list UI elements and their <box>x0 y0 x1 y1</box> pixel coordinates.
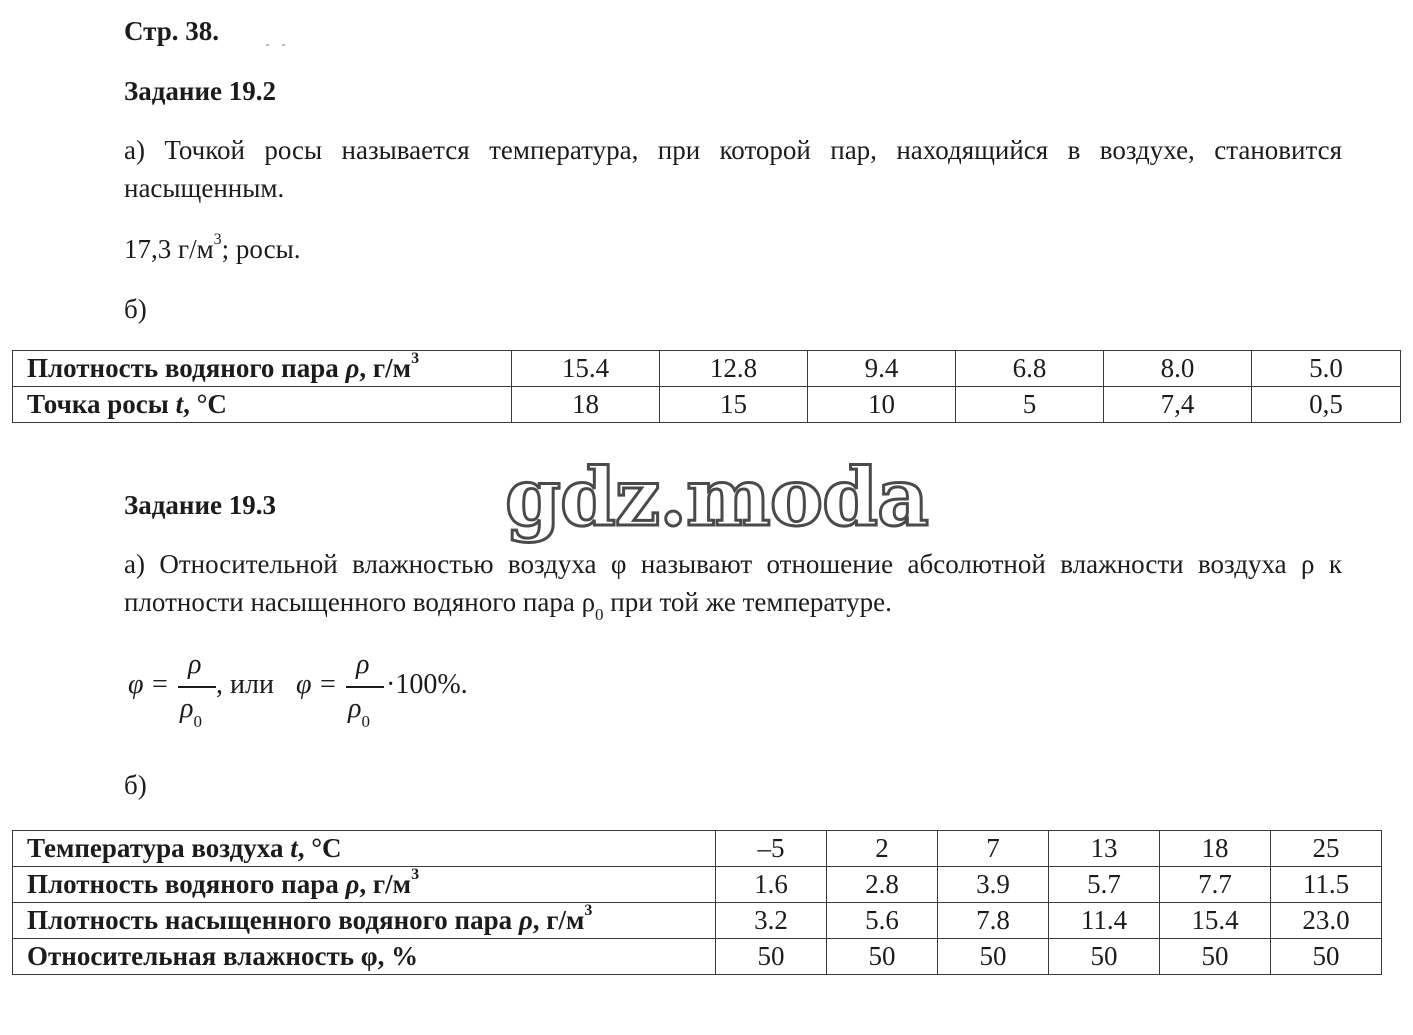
table-cell: 7 <box>938 831 1049 867</box>
row-label-density: Плотность водяного пара ρ, $г/м^3$ <box>13 351 512 387</box>
table-cell: 9.4 <box>808 351 956 387</box>
table-cell: 11.4 <box>1049 903 1160 939</box>
row-label-saturated-density: Плотность насыщенного водяного пара ρ, $г/м^3$ <box>13 903 716 939</box>
row-label-dew-point: Точка росы t, °С <box>13 387 512 423</box>
table-cell: 15 <box>660 387 808 423</box>
table-cell: 15.4 <box>1160 903 1271 939</box>
table-cell: –5 <box>716 831 827 867</box>
table-cell: 25 <box>1271 831 1382 867</box>
page-label: Стр. 38. <box>124 16 220 46</box>
watermark-logo: gdz.moda <box>505 450 928 544</box>
row-label-density: Плотность водяного пара ρ, $г/м^3$ <box>13 867 716 903</box>
table-cell: 50 <box>1271 939 1382 975</box>
formula-phi-2: φ <box>296 669 312 700</box>
table-cell: 5.6 <box>827 903 938 939</box>
table-cell: 7.8 <box>938 903 1049 939</box>
table-cell: 50 <box>1160 939 1271 975</box>
formula-equals-2: = <box>320 669 336 700</box>
table-cell: 18 <box>512 387 660 423</box>
table-cell: 18 <box>1160 831 1271 867</box>
table-cell: 8.0 <box>1104 351 1252 387</box>
humidity-table <box>12 830 1382 975</box>
table-cell: 3.9 <box>938 867 1049 903</box>
formula-phi: φ <box>128 669 144 700</box>
table-cell: 0,5 <box>1252 387 1401 423</box>
task-19-2-answer <box>124 231 301 264</box>
table-cell: 50 <box>827 939 938 975</box>
scan-artifact <box>282 44 285 46</box>
table-row <box>13 831 1382 867</box>
answer-sup: 3 <box>213 231 222 248</box>
table-cell: 23.0 <box>1271 903 1382 939</box>
table-cell: 50 <box>1049 939 1160 975</box>
formula-equals: = <box>152 669 168 700</box>
table-row <box>13 867 1382 903</box>
table-cell: 11.5 <box>1271 867 1382 903</box>
table-cell: 10 <box>808 387 956 423</box>
answer-number: 17,3 г/м <box>124 234 214 264</box>
table-cell: 5.7 <box>1049 867 1160 903</box>
formula-fraction: ρ $\rho_0$ <box>178 645 216 735</box>
answer-rest: ; росы. <box>221 234 301 264</box>
task-19-3-a-text: а) Относительной влажностью воздуха φ называют отношение абсолютной влажности воздуха ρ к плотности насыщенного водяного пара $\rho_0$ при той же температуре. <box>124 549 1342 625</box>
table-cell: 13 <box>1049 831 1160 867</box>
row-label-humidity: Относительная влажность φ, % <box>13 939 716 975</box>
task-19-2-a-text: а) Точкой росы называется температура, при которой пар, находящийся в воздухе, становится насыщенным. <box>124 135 1342 203</box>
table-row <box>13 387 1401 423</box>
table-cell: 5 <box>956 387 1104 423</box>
task-19-3-title: Задание 19.3 <box>124 490 277 520</box>
formula-tail: ·100%. <box>386 669 468 700</box>
table-cell: 7.7 <box>1160 867 1271 903</box>
table-row <box>13 939 1382 975</box>
task-19-2-b-label: б) <box>124 294 147 324</box>
table-cell: 15.4 <box>512 351 660 387</box>
task-19-2-title: Задание 19.2 <box>124 76 277 106</box>
scan-artifact <box>266 44 269 46</box>
table-row <box>13 351 1401 387</box>
table-cell: 2 <box>827 831 938 867</box>
table-cell: 12.8 <box>660 351 808 387</box>
formula-or: , или <box>216 669 274 700</box>
row-label-temperature: Температура воздуха t, °С <box>13 831 716 867</box>
table-cell: 1.6 <box>716 867 827 903</box>
formula-fraction-2: ρ $\rho_0$ <box>346 645 384 735</box>
table-cell: 6.8 <box>956 351 1104 387</box>
table-cell: 2.8 <box>827 867 938 903</box>
task-19-3-b-label: б) <box>124 770 147 800</box>
table-row <box>13 903 1382 939</box>
table-cell: 3.2 <box>716 903 827 939</box>
table-cell: 50 <box>938 939 1049 975</box>
table-cell: 50 <box>716 939 827 975</box>
dew-point-table <box>12 350 1401 423</box>
humidity-formula <box>128 645 488 735</box>
table-cell: 5.0 <box>1252 351 1401 387</box>
table-cell: 7,4 <box>1104 387 1252 423</box>
